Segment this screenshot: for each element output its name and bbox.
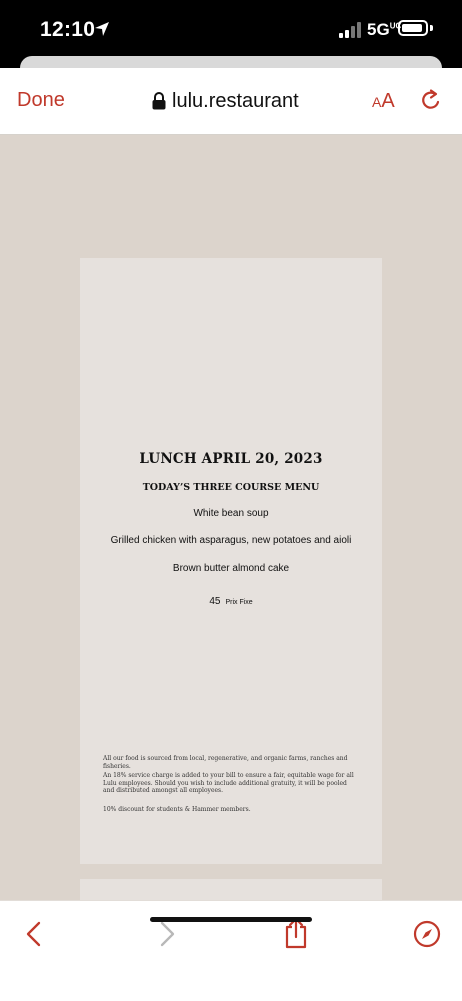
text-size-button[interactable]	[372, 90, 395, 113]
menu-item: Grilled chicken with asparagus, new potatoes and aioli	[110, 535, 352, 546]
reload-icon[interactable]	[419, 89, 443, 113]
menu-title: LUNCH APRIL 20, 2023	[139, 451, 323, 467]
browser-header	[0, 68, 462, 135]
price-value: 45	[209, 596, 221, 607]
price-label: Prix Fixe	[225, 599, 253, 606]
battery-icon	[398, 20, 428, 36]
text-size-small: A	[372, 94, 382, 110]
battery-tip	[430, 25, 433, 31]
cellular-signal-icon	[339, 22, 361, 38]
url-text: lulu.restaurant	[172, 89, 299, 112]
fine-print: 10% discount for students & Hammer members.	[103, 806, 251, 813]
back-icon[interactable]	[24, 921, 44, 947]
bottom-toolbar	[0, 900, 462, 1001]
location-arrow-icon	[93, 20, 111, 38]
lock-icon	[152, 92, 166, 110]
forward-icon[interactable]	[157, 921, 177, 947]
fine-print: An 18% service charge is added to your bill to ensure a fair, equitable wage for all Lulu employees. Should you wish to include additional gratuity, it will be pooled and distributed amongst all employees.	[103, 772, 354, 794]
text-size-large: A	[381, 90, 395, 112]
done-button[interactable]: Done	[17, 89, 65, 111]
menu-item: White bean soup	[193, 508, 269, 519]
network-label: 5G	[367, 20, 390, 39]
price-row	[80, 591, 382, 609]
status-bar	[0, 0, 462, 62]
web-content[interactable]	[0, 135, 462, 900]
network-sup: UC	[389, 21, 402, 31]
status-time: 12:10	[40, 18, 96, 41]
fine-print: All our food is sourced from local, regenerative, and organic farms, ranches and fisheries.	[103, 755, 348, 770]
home-indicator	[150, 917, 312, 922]
menu-subtitle: TODAY’S THREE COURSE MENU	[142, 482, 320, 493]
network-type	[367, 20, 401, 40]
browser-sheet	[0, 68, 462, 1000]
address-bar[interactable]	[152, 88, 299, 114]
compass-icon[interactable]	[413, 920, 441, 948]
menu-card	[80, 258, 382, 864]
menu-item: Brown butter almond cake	[172, 563, 290, 574]
